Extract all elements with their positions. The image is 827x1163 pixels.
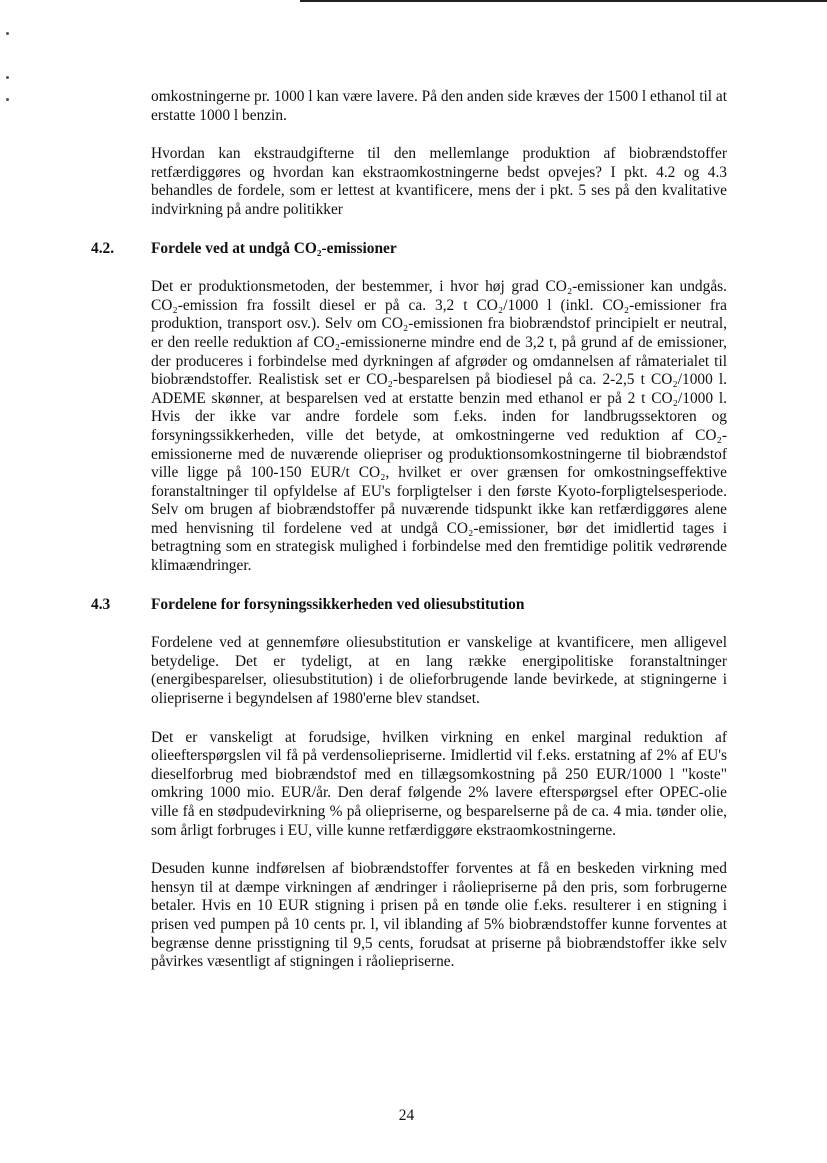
section-number-4-2: 4.2.	[91, 239, 115, 257]
section-number-4-3: 4.3	[91, 595, 111, 613]
paragraph-supply-security-1: Fordelene ved at gennemføre oliesubstitution er vanskelige at kvantificere, men alligevel betydelige. Det er tydeligt, at en lang række energipolitiske foranstaltninger (energibesparelser, oliesubstitution) i de olieforbrugende lande bevirkede, at stigningerne i oliepriserne i begyndelsen af 1980'erne blev standset.	[151, 634, 727, 708]
scan-margin-marks	[6, 20, 14, 120]
paragraph-intro-2: Hvordan kan ekstraudgifterne til den mellemlange produktion af biobrændstoffer retfærdiggøres og hvordan kan ekstraomkostningerne bedst opvejes? I pkt. 4.2 og 4.3 behandles de fordele, som er lettest at kvantificere, mens der i pkt. 5 ses på den kvalitative indvirkning på andre politikker	[151, 145, 727, 218]
paragraph-intro-1: omkostningerne pr. 1000 l kan være lavere. På den anden side kræves der 1500 l ethanol til at erstatte 1000 l benzin.	[151, 88, 727, 124]
paragraph-supply-security-2: Det er vanskeligt at forudsige, hvilken virkning en enkel marginal reduktion af olieefterspørgslen vil få på verdensoliepriserne. Imidlertid vil f.eks. erstatning af 2% af EU's dieselforbrug med biobrændstof med en tillægsomkostning på 250 EUR/1000 l "koste" omkring 1000 mio. EUR/år. Den deraf følgende 2% lavere efterspørgsel efter OPEC-olie ville få en stødpudevirkning % på oliepriserne, og besparelserne på de ca. 4 mia. tønder olie, som årligt forbruges i EU, ville kunne retfærdiggøre ekstraomkostningerne.	[151, 728, 727, 839]
paragraph-supply-security-3: Desuden kunne indførelsen af biobrændstoffer forventes at få en beskeden virkning med hensyn til at dæmpe virkningen af ændringer i råoliepriserne på den pris, som forbrugerne betaler. Hvis en 10 EUR stigning i prisen på en tønde olie f.eks. resulterer i en stigning i prisen ved pumpen på 10 cents pr. l, vil iblanding af 5% biobrændstoffer kunne forventes at begrænse denne prisstigning til 9,5 cents, forudsat at priserne på biobrændstoffer ikke selv påvirkes væsentligt af stigningen i råoliepriserne.	[151, 860, 727, 971]
section-title-4-3: Fordelene for forsyningssikkerheden ved oliesubstitution	[151, 595, 525, 613]
section-title-4-2: Fordele ved at undgå CO₂-emissioner	[151, 239, 397, 257]
section-heading-4-2	[91, 239, 727, 259]
document-body	[91, 88, 727, 992]
top-border-line	[300, 0, 827, 2]
section-heading-4-3	[91, 595, 727, 615]
page-number: 24	[398, 1107, 415, 1124]
paragraph-co2-emissions: Det er produktionsmetoden, der bestemmer, i hvor høj grad CO₂-emissioner kan undgås. CO₂-emission fra fossilt diesel er på ca. 3,2 t CO₂/1000 l (inkl. CO₂-emissioner fra produktion, transport osv.). Selv om CO₂-emissionen fra biobrændstof principielt er neutral, er den reelle reduktion af CO₂-emissionerne mindre end de 3,2 t, på grund af de emissioner, der produceres i forbindelse med dyrkningen af afgrøder og omdannelsen af råmaterialet til biobrændstoffer. Realistisk set er CO₂-besparelsen på biodiesel på ca. 2-2,5 t CO₂/1000 l. ADEME skønner, at besparelsen ved at erstatte benzin med ethanol er på 2 t CO₂/1000 l. Hvis der ikke var andre fordele som f.eks. inden for landbrugssektoren og forsyningssikkerheden, ville det betyde, at omkostningerne ved reduktion af CO₂-emissionerne med de nuværende oliepriser og produktionsomkostningerne til biobrændstof ville ligge på 100-150 EUR/t CO₂, hvilket er over grænsen for omkostningseffektive foranstaltninger til opfyldelse af EU's forpligtelser i den første Kyoto-forpligtelsesperiode. Selv om brugen af biobrændstoffer på nuværende tidspunkt ikke kan retfærdiggøres alene med henvisning til fordelene ved at undgå CO₂-emissioner, bør det imidlertid tages i betragtning som en strategisk mulighed i forbindelse med den fremtidige politik vedrørende klimaændringer.	[151, 278, 727, 575]
